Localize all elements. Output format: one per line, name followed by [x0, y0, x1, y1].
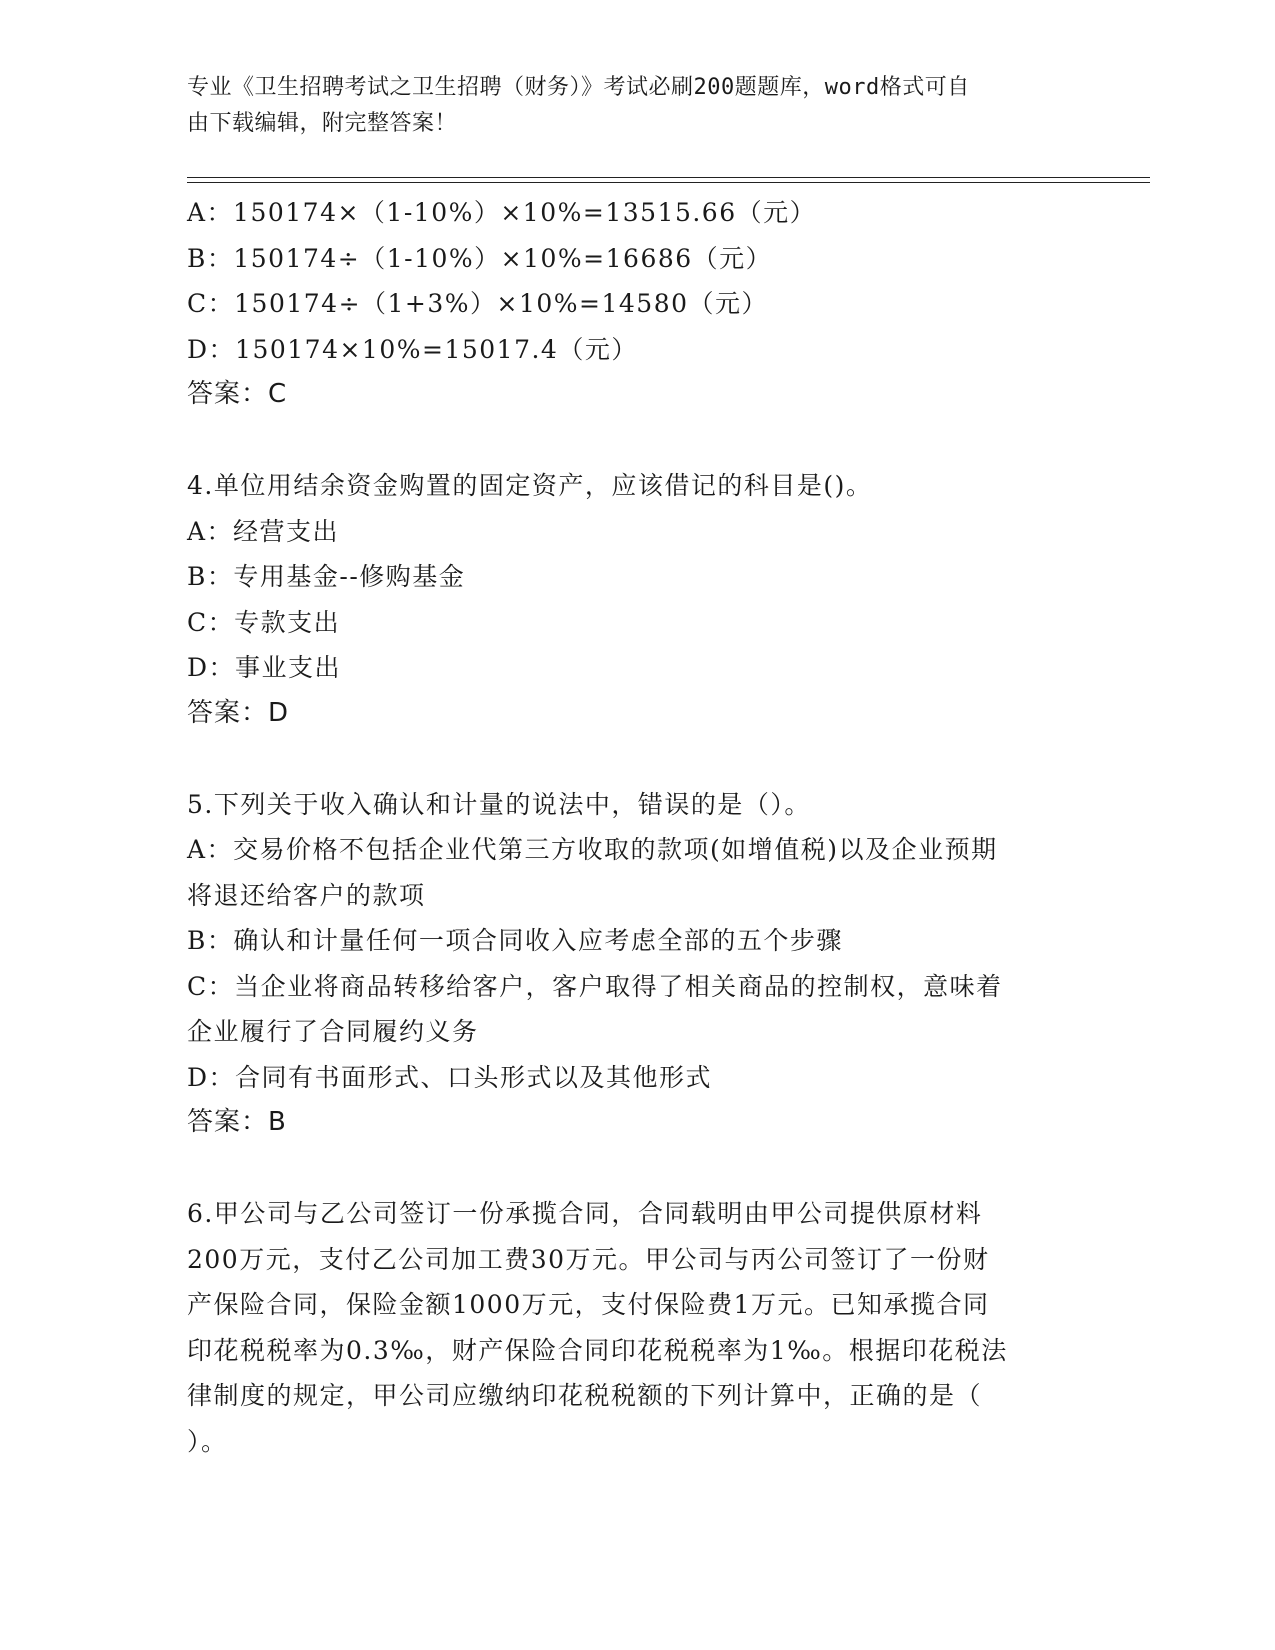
- q3-option-c: C：150174÷（1+3%）×10%=14580（元）: [187, 289, 769, 318]
- q6-question-line-6: ）。: [187, 1426, 228, 1456]
- header-divider-top: [187, 177, 1150, 178]
- header-line-2: 由下载编辑，附完整答案！: [187, 111, 458, 136]
- q6-question-line-4: 印花税税率为0.3‰，财产保险合同印花税税率为1‰。根据印花税法: [187, 1335, 1008, 1365]
- q5-option-c-line-2: 企业履行了合同履约义务: [187, 1017, 479, 1046]
- document-body: [187, 190, 1087, 1464]
- question-3-block: [187, 190, 1087, 418]
- q5-option-b: B：确认和计量任何一项合同收入应考虑全部的五个步骤: [187, 926, 843, 955]
- q5-option-a-line-2: 将退还给客户的款项: [187, 880, 426, 910]
- q3-option-d: D：150174×10%=15017.4（元）: [187, 334, 638, 364]
- q4-answer: 答案：D: [187, 697, 290, 728]
- q3-answer: 答案：C: [187, 379, 288, 409]
- q5-option-c-line-1: C：当企业将商品转移给客户，客户取得了相关商品的控制权，意味着: [187, 971, 1003, 1001]
- question-6-block: [187, 1191, 1087, 1464]
- q4-question: 4.单位用结余资金购置的固定资产，应该借记的科目是()。: [187, 471, 873, 500]
- q5-option-d: D：合同有书面形式、口头形式以及其他形式: [187, 1062, 713, 1092]
- q6-question-line-3: 产保险合同，保险金额1000万元，支付保险费1万元。已知承揽合同: [187, 1290, 990, 1319]
- spacer: [187, 418, 1087, 464]
- question-5-block: [187, 782, 1087, 1146]
- document-header: [187, 70, 1067, 142]
- q5-answer: 答案：B: [187, 1107, 287, 1137]
- q3-option-b: B：150174÷（1-10%）×10%=16686（元）: [187, 243, 773, 273]
- q5-question: 5.下列关于收入确认和计量的说法中，错误的是（）。: [187, 789, 811, 819]
- header-line-1: 专业《卫生招聘考试之卫生招聘（财务）》考试必刷200题题库，word格式可自: [187, 75, 970, 100]
- q3-option-a: A：150174×（1-10%）×10%=13515.66（元）: [187, 198, 817, 227]
- q4-option-c: C：专款支出: [187, 607, 341, 637]
- q4-option-a: A：经营支出: [187, 516, 340, 546]
- q6-question-line-2: 200万元，支付乙公司加工费30万元。甲公司与丙公司签订了一份财: [187, 1244, 990, 1274]
- q6-question-line-1: 6.甲公司与乙公司签订一份承揽合同，合同载明由甲公司提供原材料: [187, 1199, 983, 1228]
- q4-option-d: D：事业支出: [187, 653, 342, 682]
- q5-option-a-line-1: A：交易价格不包括企业代第三方收取的款项(如增值税)以及企业预期: [187, 835, 998, 864]
- question-4-block: [187, 463, 1087, 736]
- q4-option-b: B：专用基金--修购基金: [187, 562, 466, 591]
- q6-question-line-5: 律制度的规定，甲公司应缴纳印花税税额的下列计算中，正确的是（: [187, 1381, 983, 1410]
- header-divider-bottom: [187, 182, 1150, 183]
- spacer: [187, 736, 1087, 782]
- spacer: [187, 1146, 1087, 1192]
